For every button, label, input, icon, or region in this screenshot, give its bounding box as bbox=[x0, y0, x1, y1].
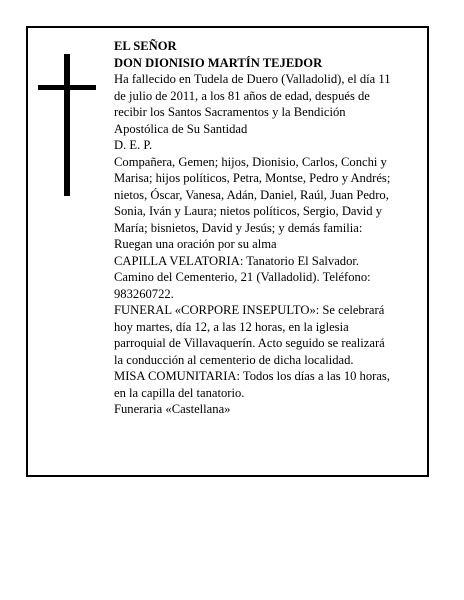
header-line-1: EL SEÑOR bbox=[114, 39, 177, 53]
funeral-line: la conducción al cementerio de dicha localidad. bbox=[114, 352, 354, 367]
family-paragraph bbox=[114, 154, 420, 237]
announcement-line: Ha fallecido en Tudela de Duero (Valladolid), el día 11 bbox=[114, 72, 391, 86]
obituary-text bbox=[114, 38, 420, 418]
funeral-line: parroquial de Villavaquerín. Acto seguido se realizará bbox=[114, 336, 385, 350]
cross-icon-bar bbox=[38, 85, 96, 90]
deceased-name: DON DIONISIO MARTÍN TEJEDOR bbox=[114, 55, 323, 70]
mass-paragraph bbox=[114, 368, 420, 401]
funeral-paragraph bbox=[114, 302, 420, 368]
announcement-line: recibir los Santos Sacramentos y la Bendición bbox=[114, 105, 346, 119]
cross-icon bbox=[64, 54, 70, 196]
announcement-line: Apostólica de Su Santidad bbox=[114, 121, 248, 136]
family-line: Sonia, Iván y Laura; nietos políticos, Sergio, David y bbox=[114, 204, 383, 218]
mass-line: MISA COMUNITARIA: Todos los días a las 10 horas, bbox=[114, 369, 390, 383]
funeral-line: FUNERAL «CORPORE INSEPULTO»: Se celebrará bbox=[114, 303, 385, 317]
chapel-line: Camino del Cementerio, 21 (Valladolid). Teléfono: bbox=[114, 270, 371, 284]
prayer-line: Ruegan una oración por su alma bbox=[114, 237, 277, 251]
funeral-line: hoy martes, día 12, a las 12 horas, en la iglesia bbox=[114, 319, 349, 334]
chapel-line: CAPILLA VELATORIA: Tanatorio El Salvador. bbox=[114, 253, 360, 268]
announcement-line: de julio de 2011, a los 81 años de edad, después de bbox=[114, 88, 370, 103]
chapel-line: 983260722. bbox=[114, 286, 174, 301]
funeral-home-line: Funeraria «Castellana» bbox=[114, 402, 231, 416]
announcement-paragraph bbox=[114, 71, 420, 137]
chapel-paragraph bbox=[114, 253, 420, 303]
family-line: nietos, Óscar, Vanesa, Adán, Daniel, Raúl, Juan Pedro, bbox=[114, 187, 389, 202]
rip-line: D. E. P. bbox=[114, 138, 153, 152]
mass-line: en la capilla del tanatorio. bbox=[114, 385, 245, 400]
family-line: María; bisnietos, David y Jesús; y demás familia: bbox=[114, 220, 363, 235]
family-line: Compañera, Gemen; hijos, Dionisio, Carlos, Conchi y bbox=[114, 154, 387, 169]
family-line: Marisa; hijos políticos, Petra, Montse, Pedro y Andrés; bbox=[114, 171, 391, 185]
